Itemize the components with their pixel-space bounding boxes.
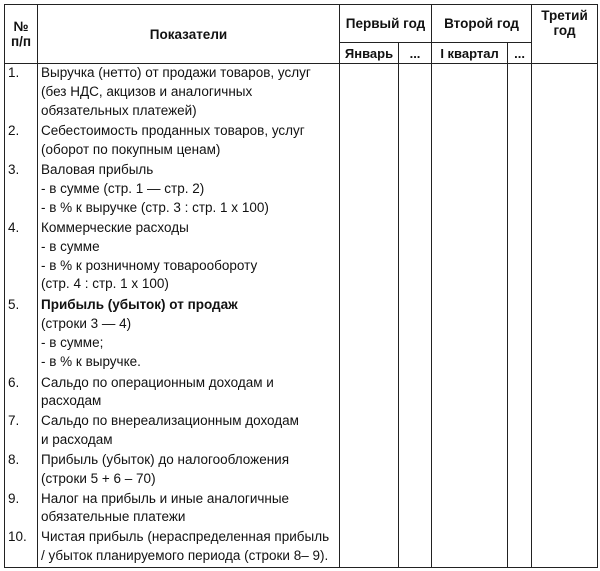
value-cell (432, 374, 508, 413)
header-number-line1: № (13, 19, 29, 34)
value-cell (432, 219, 508, 296)
header-year2-ellipsis: ... (508, 43, 532, 64)
row-number: 6. (5, 374, 38, 413)
value-cell (508, 161, 532, 219)
table-row (5, 412, 598, 451)
header-indicators: Показатели (38, 5, 340, 64)
indicator-line: Сальдо по операционным доходам и (41, 374, 274, 390)
table-row (5, 122, 598, 161)
value-cell (532, 122, 598, 161)
indicator-line: расходам (41, 393, 102, 409)
value-cell (399, 490, 432, 529)
value-cell (432, 64, 508, 123)
row-number: 1. (5, 64, 38, 123)
indicator-line: Налог на прибыль и иные аналогичные (41, 490, 290, 506)
value-cell (399, 296, 432, 373)
row-number: 9. (5, 490, 38, 529)
indicator-line: Себестоимость проданных товаров, услуг (41, 123, 305, 139)
table-row (5, 161, 598, 219)
value-cell (508, 374, 532, 413)
value-cell (532, 490, 598, 529)
indicator-line: (стр. 4 : стр. 1 х 100) (41, 276, 169, 292)
header-year3 (532, 5, 598, 64)
row-number: 3. (5, 161, 38, 219)
table-row (5, 528, 598, 567)
header-year1-ellipsis: ... (399, 43, 432, 64)
header-row-top (5, 5, 598, 43)
value-cell (399, 64, 432, 123)
value-cell (508, 64, 532, 123)
indicator-line: - в сумме; (41, 334, 104, 350)
header-number-line2: п/п (10, 34, 32, 49)
value-cell (508, 490, 532, 529)
value-cell (432, 161, 508, 219)
value-cell (399, 219, 432, 296)
indicator-line: Прибыль (убыток) до налогообложения (41, 451, 290, 467)
indicators-table (4, 4, 598, 568)
value-cell (399, 528, 432, 567)
value-cell (432, 451, 508, 490)
indicator-line: Выручка (нетто) от продажи товаров, услуг (41, 65, 311, 80)
value-cell (532, 528, 598, 567)
indicator-line: - в % к выручке (стр. 3 : стр. 1 х 100) (41, 199, 269, 215)
value-cell (340, 528, 399, 567)
header-year3-line2: год (553, 23, 576, 38)
indicator-line: - в сумме (41, 238, 100, 254)
value-cell (508, 528, 532, 567)
row-number: 4. (5, 219, 38, 296)
row-indicator (38, 374, 340, 413)
value-cell (340, 64, 399, 123)
indicator-line: Прибыль (убыток) от продаж (41, 297, 238, 313)
value-cell (532, 451, 598, 490)
indicator-line: (строки 3 — 4) (41, 316, 132, 332)
header-year2: Второй год (432, 5, 532, 43)
header-year3-line1: Третий (541, 8, 588, 23)
value-cell (508, 412, 532, 451)
value-cell (340, 490, 399, 529)
row-number: 8. (5, 451, 38, 490)
table-body (5, 64, 598, 568)
value-cell (432, 528, 508, 567)
value-cell (340, 374, 399, 413)
row-number: 5. (5, 296, 38, 373)
header-year2-quarter1: I квартал (432, 43, 508, 64)
row-indicator (38, 64, 340, 123)
value-cell (399, 374, 432, 413)
indicator-line: - в % к выручке. (41, 353, 141, 369)
value-cell (532, 296, 598, 373)
table-row (5, 374, 598, 413)
row-indicator (38, 490, 340, 529)
row-number: 2. (5, 122, 38, 161)
value-cell (399, 161, 432, 219)
row-indicator (38, 161, 340, 219)
value-cell (399, 451, 432, 490)
value-cell (508, 122, 532, 161)
value-cell (340, 412, 399, 451)
header-number (5, 5, 38, 64)
row-indicator (38, 412, 340, 451)
table-row (5, 296, 598, 373)
value-cell (508, 296, 532, 373)
value-cell (432, 122, 508, 161)
row-indicator (38, 219, 340, 296)
value-cell (508, 219, 532, 296)
indicator-line: обязательные платежи (41, 509, 186, 525)
value-cell (340, 122, 399, 161)
value-cell (340, 219, 399, 296)
value-cell (532, 161, 598, 219)
value-cell (340, 451, 399, 490)
row-number: 10. (5, 528, 38, 567)
row-indicator (38, 296, 340, 373)
table-row (5, 490, 598, 529)
indicator-line: Валовая прибыль (41, 161, 154, 177)
indicator-line: Коммерческие расходы (41, 219, 189, 235)
value-cell (532, 64, 598, 123)
table-row (5, 451, 598, 490)
indicator-line: (оборот по покупным ценам) (41, 141, 221, 157)
value-cell (432, 296, 508, 373)
row-indicator (38, 451, 340, 490)
table-row (5, 64, 598, 123)
indicator-line: - в сумме (стр. 1 — стр. 2) (41, 180, 205, 196)
value-cell (508, 451, 532, 490)
indicator-line: / убыток планируемого периода (строки 8– 9). (41, 548, 329, 564)
value-cell (340, 161, 399, 219)
value-cell (399, 412, 432, 451)
indicator-line: обязательных платежей) (41, 102, 197, 118)
value-cell (399, 122, 432, 161)
indicator-line: (без НДС, акцизов и аналогичных (41, 83, 253, 99)
value-cell (532, 412, 598, 451)
row-number: 7. (5, 412, 38, 451)
indicator-line: - в % к розничному товарообороту (41, 257, 258, 273)
value-cell (432, 490, 508, 529)
indicator-line: (строки 5 + 6 – 70) (41, 470, 156, 486)
value-cell (340, 296, 399, 373)
indicator-line: Сальдо по внереализационным доходам (41, 413, 299, 429)
value-cell (532, 374, 598, 413)
header-year1: Первый год (340, 5, 432, 43)
value-cell (532, 219, 598, 296)
row-indicator (38, 122, 340, 161)
row-indicator (38, 528, 340, 567)
value-cell (432, 412, 508, 451)
indicator-line: и расходам (41, 432, 113, 448)
table-row (5, 219, 598, 296)
indicator-line: Чистая прибыль (нераспределенная прибыль (41, 529, 330, 545)
header-year1-january: Январь (340, 43, 399, 64)
